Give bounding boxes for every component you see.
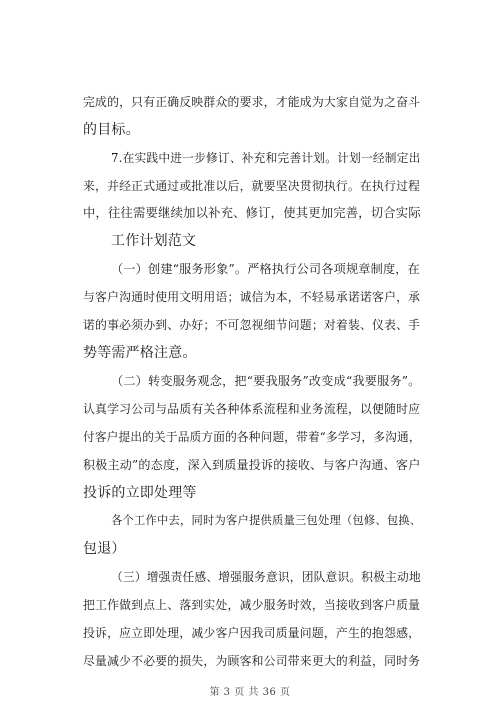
- text-line: （二）转变服务观念，把“要我服务”改变成“我要服务”。: [111, 374, 421, 388]
- text-line: 完成的，只有正确反映群众的要求，才能成为大家自觉为之奋斗: [83, 95, 421, 109]
- text-line: （三）增强责任感、增强服务意识，团队意识。积极主动地: [111, 570, 421, 584]
- text-line: 与客户沟通时使用文明用语；诚信为本，不轻易承诺诺客户，承: [83, 290, 421, 304]
- text-line: 把工作做到点上、落到实处，减少服务时效，当接收到客户质量: [83, 598, 421, 612]
- text-line: 各个工作中去，同时为客户提供质量三包处理（包修、包换、: [111, 514, 422, 527]
- text-line: 付客户提出的关于品质方面的各种问题，带着“多学习，多沟通，: [83, 430, 421, 444]
- text-line: 认真学习公司与品质有关各种体系流程和业务流程，以便随时应: [83, 402, 421, 416]
- text-line: 包退）: [83, 541, 126, 557]
- text-line: 中，往往需要继续加以补充、修订，使其更加完善，切合实际: [83, 206, 421, 220]
- text-line: 7.在实践中进一步修订、补充和完善计划。计划一经制定出: [111, 151, 421, 165]
- text-line: 势等需严格注意。: [83, 345, 197, 361]
- text-line: 尽量减少不必要的损失，为顾客和公司带来更大的利益，同时务: [83, 654, 421, 668]
- page-footer: 第 3 页 共 36 页: [209, 687, 291, 698]
- text-line: 的目标。: [83, 122, 140, 138]
- section-heading: 工作计划范文: [111, 233, 197, 249]
- text-line: （一）创建“服务形象”。严格执行公司各项规章制度，在: [111, 262, 420, 276]
- text-line: 诺的事必须办到、办好；不可忽视细节问题；对着装、仪表、手: [83, 318, 421, 332]
- text-line: 积极主动”的态度，深入到质量投诉的接收、与客户沟通、客户: [83, 458, 421, 472]
- text-line: 投诉，应立即处理，减少客户因我司质量问题，产生的抱怨感，: [83, 626, 421, 640]
- text-line: 投诉的立即处理等: [83, 485, 197, 501]
- text-line: 来，并经正式通过或批准以后，就要坚决贯彻执行。在执行过程: [83, 179, 421, 193]
